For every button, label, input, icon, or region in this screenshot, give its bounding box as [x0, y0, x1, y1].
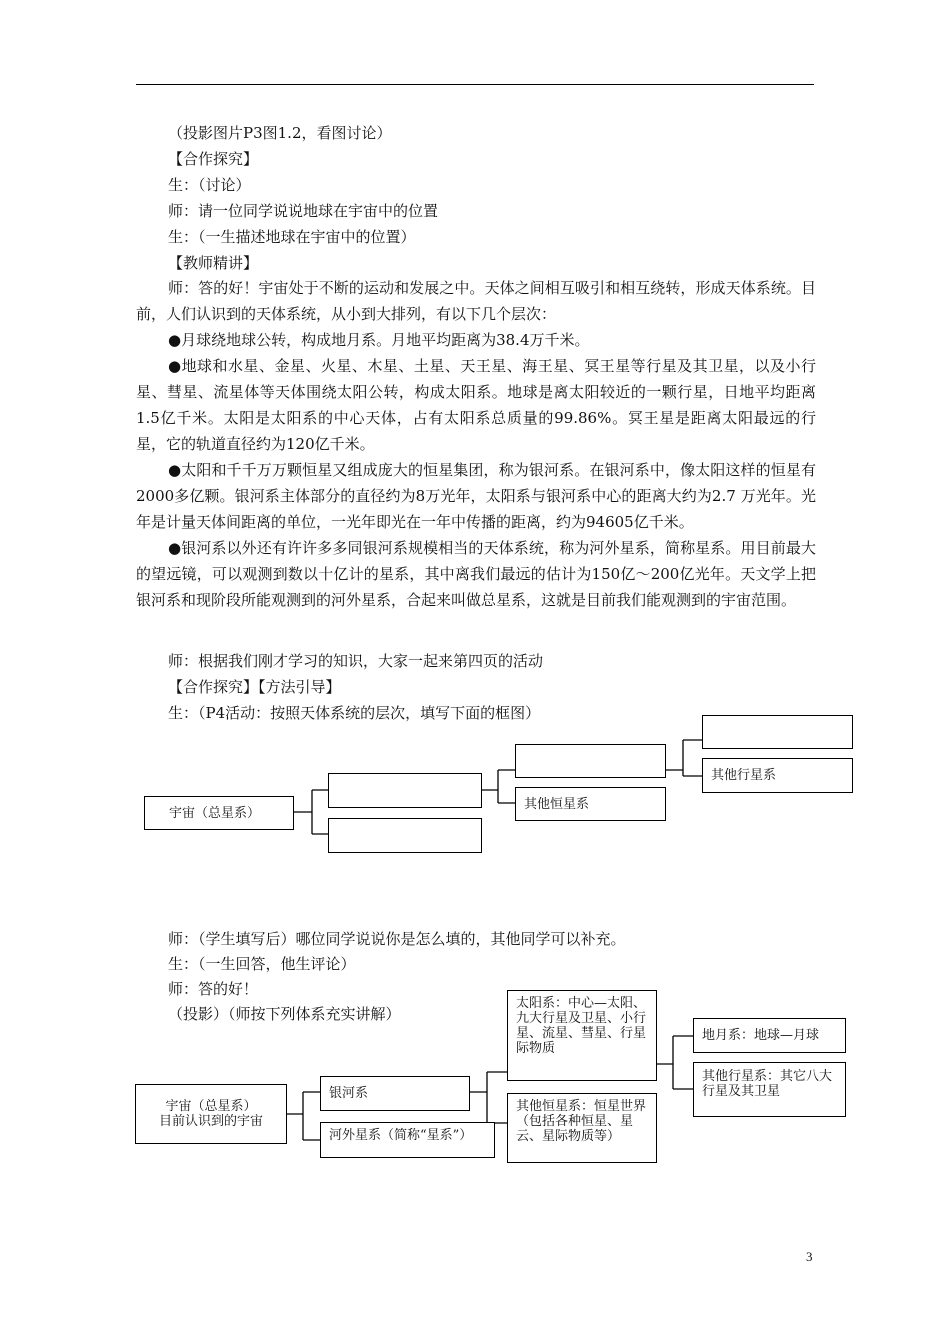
section-heading: 【教师精讲】: [168, 254, 259, 272]
diagram2-other-star-systems: 其他恒星系：恒星世界（包括各种恒星、星云、星际物质等）: [507, 1093, 657, 1163]
intro-line: 生：（讨论）: [168, 176, 251, 194]
dialogue-line: 师：答的好！: [168, 980, 259, 998]
paragraph: ●银河系以外还有许许多多同银河系规模相当的天体系统，称为河外星系，简称星系。用目前最大的望远镜，可以观测到数以十亿计的星系，其中离我们最远的估计为150亿～200亿光年。天文学上把银河系和现阶段所能观测到的河外星系，合起来叫做总星系，这就是目前我们能观测到的宇宙范围。: [136, 539, 816, 609]
intro-line: （投影图片P3图1.2，看图讨论）: [168, 124, 392, 142]
diagram1-other-planets: 其他行星系: [702, 758, 853, 793]
diagram2-other-planet-systems: 其他行星系：其它八大行星及其卫星: [693, 1062, 846, 1117]
dialogue-line: （投影）（师按下列体系充实讲解）: [168, 1005, 401, 1023]
dialogue-line: 生：（一生回答，他生评论）: [168, 955, 356, 973]
paragraph: ●太阳和千千万万颗恒星又组成庞大的恒星集团，称为银河系。在银河系中，像太阳这样的恒星有2000多亿颗。银河系主体部分的直径约为8万光年，太阳系与银河系中心的距离大约为2.7 万光年。光年是计量天体间距离的单位，一光年即光在一年中传播的距离，约为94605亿千米。: [136, 461, 816, 531]
section-heading: 【合作探究】【方法引导】: [168, 678, 341, 696]
paragraph: ●月球绕地球公转，构成地月系。月地平均距离为38.4万千米。: [168, 331, 590, 349]
intro-line: 生：（一生描述地球在宇宙中的位置）: [168, 228, 416, 246]
diagram2-galaxy: 银河系: [320, 1076, 470, 1111]
diagram1-root: 宇宙（总星系）: [144, 796, 294, 830]
paragraph: 师：答的好！宇宙处于不断的运动和发展之中。天体之间相互吸引和相互绕转，形成天体系统。目前，人们认识到的天体系统，从小到大排列，有以下几个层次：: [136, 279, 816, 323]
instruction-line: 生：（P4活动：按照天体系统的层次，填写下面的框图）: [168, 704, 541, 722]
diagram2-root: 宇宙（总星系） 目前认识到的宇宙: [135, 1084, 287, 1144]
page-number: 3: [806, 1249, 813, 1264]
paragraph: ●地球和水星、金星、火星、木星、土星、天王星、海王星、冥王星等行星及其卫星，以及小行星、彗星、流星体等天体围绕太阳公转，构成太阳系。地球是离太阳较近的一颗行星，日地平均距离1.5亿千米。太阳是太阳系的中心天体，占有太阳系总质量的99.86%。冥王星是距离太阳最远的行星，它的轨道直径约为120亿千米。: [136, 357, 816, 453]
diagram2-external-galaxy: 河外星系（简称“星系”）: [320, 1122, 495, 1158]
diagram2-solar-system: 太阳系：中心—太阳、九大行星及卫星、小行星、流星、彗星、行星际物质: [507, 990, 657, 1081]
section-heading: 【合作探究】: [168, 150, 259, 168]
diagram1-other-stars: 其他恒星系: [515, 787, 666, 821]
intro-line: 师：请一位同学说说地球在宇宙中的位置: [168, 202, 439, 220]
diagram2-earth-moon: 地月系：地球—月球: [693, 1018, 846, 1053]
dialogue-line: 师：（学生填写后）哪位同学说说你是怎么填的，其他同学可以补充。: [168, 930, 626, 948]
instruction-line: 师：根据我们刚才学习的知识，大家一起来第四页的活动: [168, 652, 544, 670]
